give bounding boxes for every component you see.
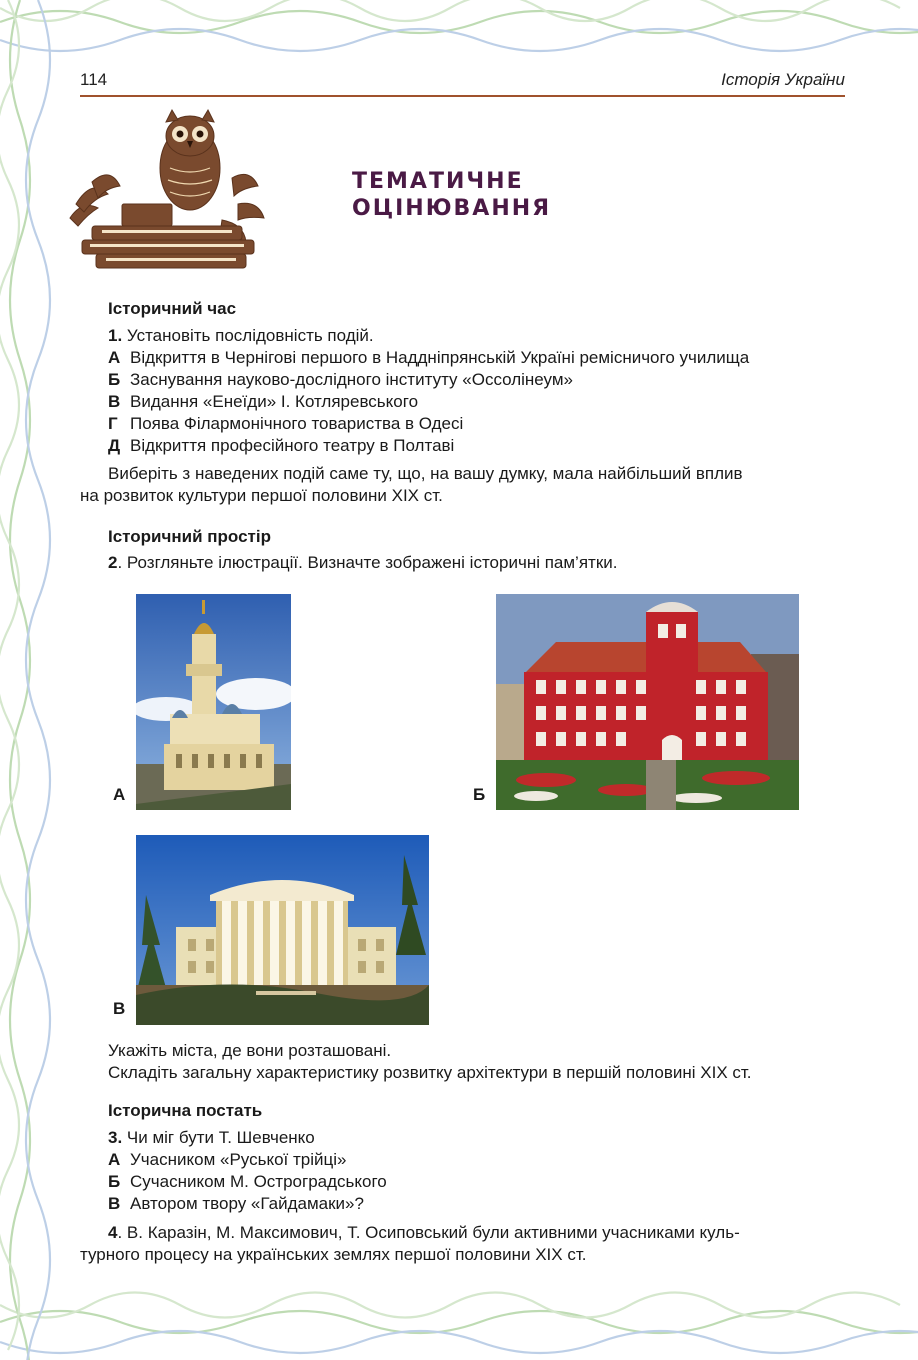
option-letter: Д [108,436,121,455]
option-letter: А [108,1150,121,1169]
q3-option-c [108,1193,364,1215]
option-letter: Б [108,1172,121,1191]
option-text: Учасником «Руської трійці» [130,1150,347,1169]
option-text: Відкриття професійного театру в Полтаві [130,436,455,455]
photo-b-label: Б [473,785,486,804]
photo-c-label: В [113,999,126,1018]
question-2-number: 2 [108,553,118,572]
photo-b-red-palace [496,594,799,810]
option-b [108,369,573,391]
option-letter: Б [108,370,121,389]
photo-a-cathedral [136,594,291,810]
question-1-text: Установіть послідовність подій. [122,326,374,345]
question-1-number: 1. [108,326,123,345]
option-text: Поява Філармонічного товариства в Одесі [130,414,464,433]
followup-line-2: на розвиток культури першої половини ХІХ ст. [80,486,443,505]
question-2 [108,552,617,574]
heading-historical-time: Історичний час [108,299,237,318]
page-number: 114 [80,70,108,89]
header-rule [80,95,845,97]
question-3 [108,1127,315,1149]
heading-historical-space: Історичний простір [108,527,271,546]
question-4-number: 4 [108,1223,118,1242]
option-text: Заснування науково-дослідного інституту «Оссолінеум» [130,370,574,389]
question-1 [108,325,374,347]
question-3-number: 3. [108,1128,123,1147]
option-text: Відкриття в Чернігові першого в Наддніпрянській Україні ремісничого училища [130,348,750,367]
option-c [108,391,418,413]
option-e [108,435,454,457]
section-title-line-1: ТЕМАТИЧНЕ [352,169,524,194]
option-text: Сучасником М. Остроградського [130,1172,387,1191]
photo-a-label: А [113,785,126,804]
question-4 [108,1222,740,1244]
task-indicate-cities: Укажіть міста, де вони розташовані. [108,1041,392,1060]
option-a [108,347,749,369]
question-4-text-line-2: турного процесу на українських землях першої половини ХІХ ст. [80,1245,587,1264]
question-3-text: Чи міг бути Т. Шевченко [122,1128,315,1147]
option-letter: В [108,392,121,411]
option-text: Видання «Енеїди» І. Котляревського [130,392,419,411]
followup-line-1: Виберіть з наведених подій саме ту, що, на вашу думку, мала найбільший вплив [108,464,743,483]
option-letter: А [108,348,121,367]
q3-option-a [108,1149,346,1171]
option-d [108,413,463,435]
option-text: Автором твору «Гайдамаки»? [130,1194,364,1213]
heading-historical-figure: Історична постать [108,1101,263,1120]
question-4-text-line-1: . В. Каразін, М. Максимович, Т. Осиповський були активними учасниками куль- [117,1223,740,1242]
owl-on-books-illustration [62,108,270,278]
task-architecture-characteristic: Складіть загальну характеристику розвитку архітектури в першій половині ХІХ ст. [108,1063,752,1082]
q3-option-b [108,1171,387,1193]
photo-c-rotunda [136,835,429,1025]
running-title: Історія України [721,70,845,89]
question-2-text: . Розгляньте ілюстрації. Визначте зображені історичні пам’ятки. [117,553,618,572]
section-title [352,168,551,222]
option-letter: Г [108,414,118,433]
option-letter: В [108,1194,121,1213]
section-title-line-2: ОЦІНЮВАННЯ [352,196,552,221]
